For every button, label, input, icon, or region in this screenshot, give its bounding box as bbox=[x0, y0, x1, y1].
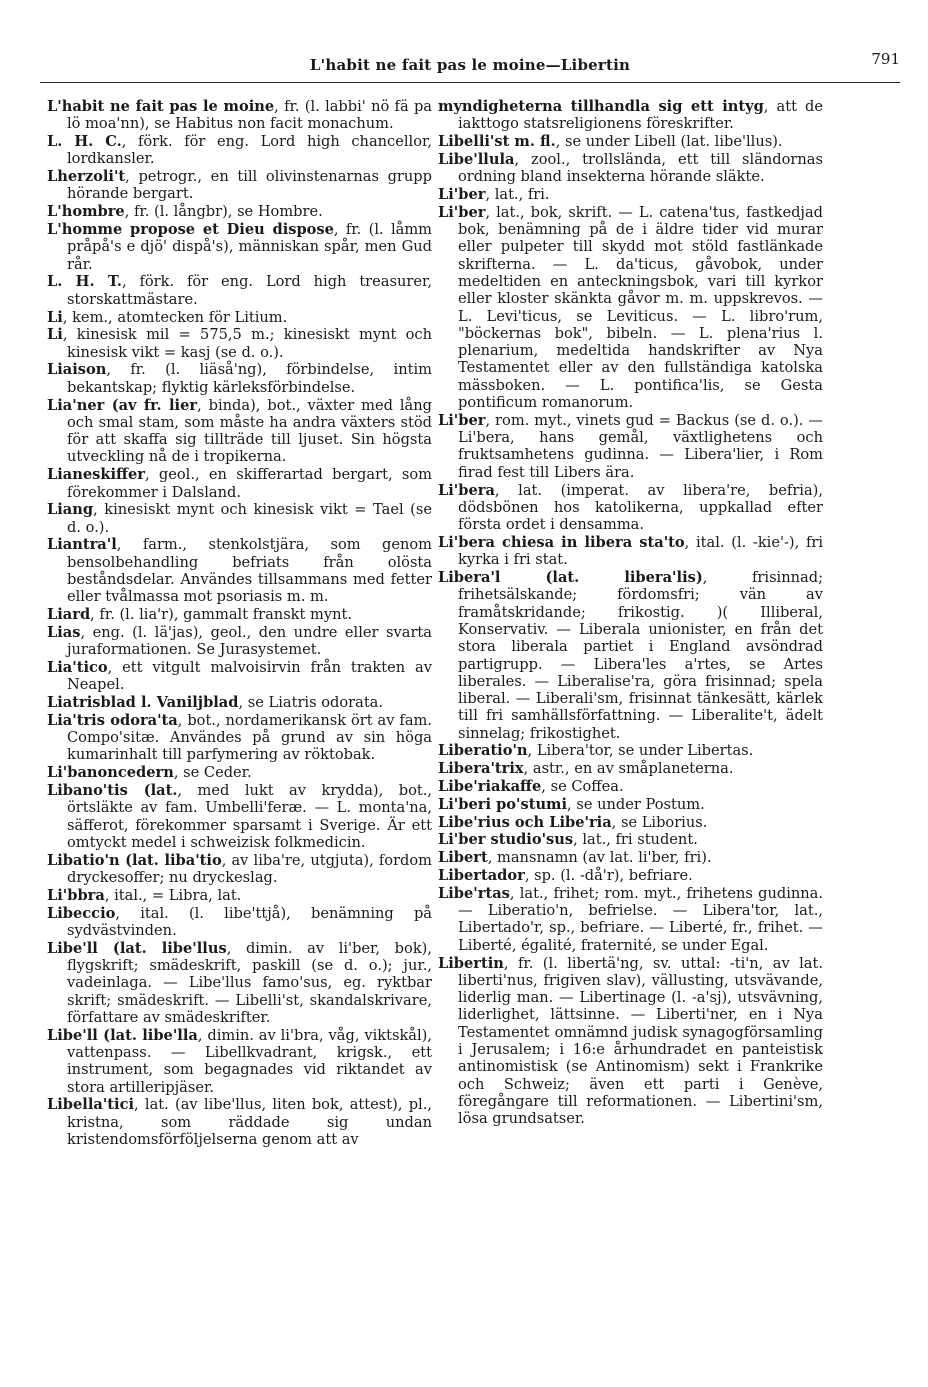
dictionary-entry: Li'bera, lat. (imperat. av libera're, befria), dödsbönen hos katolikerna, uppkallad efter första ordet i densamma. bbox=[438, 481, 823, 534]
dictionary-entry: Li'ber, rom. myt., vinets gud = Backus (se d. o.). — Li'bera, hans gemål, växtlighetens och fruktsamhetens gudinna. — Libera'lier, i Rom firad fest till Libers ära. bbox=[438, 411, 823, 481]
page-number: 791 bbox=[871, 50, 900, 68]
header-rule bbox=[40, 82, 900, 83]
dictionary-entry: Lia'tico, ett vitgult malvoisirvin från trakten av Neapel. bbox=[47, 659, 432, 694]
dictionary-entry: Liberatio'n, Libera'tor, se under Libertas. bbox=[438, 742, 754, 760]
dictionary-entry: Lherzoli't, petrogr., en till olivinstenarnas grupp hörande bergart. bbox=[47, 168, 432, 203]
dictionary-entry: Liang, kinesiskt mynt och kinesisk vikt = Tael (se d. o.). bbox=[47, 501, 432, 536]
dictionary-entry: myndigheterna tillhandla sig ett intyg, att de iakttogo statsreligionens föreskrifter. bbox=[438, 98, 823, 133]
dictionary-entry: Liatrisblad l. Vaniljblad, se Liatris odorata. bbox=[47, 694, 384, 712]
dictionary-entry: Liard, fr. (l. lia'r), gammalt franskt mynt. bbox=[47, 606, 353, 624]
right-column bbox=[438, 98, 823, 1128]
dictionary-entry: Libe'rius och Libe'ria, se Liborius. bbox=[438, 813, 708, 831]
dictionary-entry: Libelli'st m. fl., se under Libell (lat. libe'llus). bbox=[438, 133, 783, 151]
dictionary-entry: Libano'tis (lat., med lukt av krydda), bot., örtsläkte av fam. Umbelli'feræ. — L. monta'na, säfferot, förekommer sparsamt i Sverige. Är ett omtyckt medel i schweizisk folkmedicin. bbox=[47, 782, 432, 851]
dictionary-entry: Li'bbra, ital., = Libra, lat. bbox=[47, 886, 242, 904]
left-column bbox=[47, 98, 432, 1149]
dictionary-entry: Li, kinesisk mil = 575,5 m.; kinesiskt mynt och kinesisk vikt = kasj (se d. o.). bbox=[47, 326, 432, 361]
dictionary-entry: Libertador, sp. (l. -då'r), befriare. bbox=[438, 867, 693, 885]
dictionary-entry: Li'ber, lat., fri. bbox=[438, 185, 550, 203]
dictionary-entry: Libatio'n (lat. liba'tio, av liba're, utgjuta), fordom dryckesoffer; nu dryckeslag. bbox=[47, 851, 433, 887]
dictionary-entry: Liantra'l, farm., stenkolstjära, som genom bensolbehandling befriats från olösta beståndsdelar. Användes tillsammans med fetter eller tvålmassa mot psoriasis m. m. bbox=[47, 536, 432, 606]
dictionary-entry: Li'bera chiesa in libera sta'to, ital. (l. -kie'-), fri kyrka i fri stat. bbox=[438, 533, 823, 569]
dictionary-entry: Lia'ner (av fr. lier, binda), bot., växter med lång och smal stam, som måste ha andra växters stöd för att skaffa sig tillträde till ljuset. Sin högsta utveckling nå de i tropikerna. bbox=[47, 396, 433, 466]
dictionary-entry: Libe'll (lat. libe'llus, dimin. av li'ber, bok), flygskrift; smädeskrift, paskill (se d. o.); jur., vadeinlaga. — Libe'llus famo'sus, eg. ryktbar skrift; smädeskrift. — Libelli'st, skandalskrivare, författare av smädeskrifter. bbox=[47, 939, 432, 1026]
dictionary-entry: L. H. C., förk. för eng. Lord high chancellor, lordkansler. bbox=[47, 133, 432, 168]
dictionary-entry: Libertin, fr. (l. libertä'ng, sv. uttal: -ti'n, av lat. liberti'nus, frigiven slav), vällusting, utsvävande, liderlig man. — Libertinage (l. -a'sj), utsvävning, liderlighet, lättsinne. — Liberti'ner, en i Nya Testamentet omnämnd judisk synagogförsamling i Jerusalem; i 16:e århundradet en panteistisk antinomistisk (se Antinomism) sekt i Frankrike och Schweiz; även ett parti i Genève, föregångare till reformationen. — Libertini'sm, lösa grundsatser. bbox=[438, 954, 823, 1128]
running-title: L'habit ne fait pas le moine—Libertin bbox=[309, 56, 631, 74]
dictionary-entry: Liaison, fr. (l. liäså'ng), förbindelse, intim bekantskap; flyktig kärleksförbindelse. bbox=[47, 361, 432, 396]
dictionary-entry: Libella'tici, lat. (av libe'llus, liten bok, attest), pl., kristna, som räddade sig undan kristendomsförföljelserna genom att av bbox=[47, 1096, 432, 1149]
page-header bbox=[40, 50, 900, 80]
dictionary-entry: Libert, mansnamn (av lat. li'ber, fri). bbox=[438, 849, 712, 867]
dictionary-entry: Li, kem., atomtecken för Litium. bbox=[47, 308, 288, 326]
dictionary-entry: Libe'rtas, lat., frihet; rom. myt., frihetens gudinna. — Liberatio'n, befrielse. — Libera'tor, lat., Libertado'r, sp., befriare. — Liberté, fr., frihet. — Liberté, égalité, fraternité, se under Egal. bbox=[438, 884, 823, 954]
dictionary-entry: L'homme propose et Dieu dispose, fr. (l. låmm pråpå's e djö' dispå's), människan spår, men Gud rår. bbox=[47, 221, 433, 273]
dictionary-entry: Lianeskiffer, geol., en skifferartad bergart, som förekommer i Dalsland. bbox=[47, 466, 432, 501]
dictionary-entry: Li'banoncedern, se Ceder. bbox=[47, 764, 252, 782]
dictionary-entry: Li'beri po'stumi, se under Postum. bbox=[438, 795, 705, 813]
dictionary-entry: Li'ber, lat., bok, skrift. — L. catena'tus, fastkedjad bok, benämning på de i äldre tider vid murar eller pulpeter till skydd mot stöld fastlänkade skrifterna. — L. da'ticus, gåvobok, under medeltiden en anteckningsbok, vari till kyrkor eller kloster skänkta gåvor m. m. uppskrevos. — L. Levi'ticus, se Leviticus. — L. libro'rum, "böckernas bok", bibeln. — L. plena'rius l. plenarium, medeltida handskrifter av Nya Testamentet eller av den fullständiga katolska mässboken. — L. pontifica'lis, se Gesta pontificum romanorum. bbox=[438, 203, 823, 412]
dictionary-entry: L. H. T., förk. för eng. Lord high treasurer, storskattmästare. bbox=[47, 273, 433, 308]
dictionary-entry: Libera'trix, astr., en av småplaneterna. bbox=[438, 760, 734, 778]
dictionary-entry: Libeccio, ital. (l. libe'ttjå), benämning på sydvästvinden. bbox=[47, 904, 432, 939]
dictionary-entry: L'hombre, fr. (l. långbr), se Hombre. bbox=[47, 203, 323, 221]
dictionary-entry: L'habit ne fait pas le moine, fr. (l. labbi' nö fä pa lö moa'nn), se Habitus non facit monachum. bbox=[47, 98, 432, 133]
dictionary-entry: Libe'll (lat. libe'lla, dimin. av li'bra, våg, viktskål), vattenpass. — Libellkvadrant, krigsk., ett instrument, som begagnades vid riktandet av stora artilleripjäser. bbox=[47, 1026, 432, 1096]
dictionary-entry: Libe'riakaffe, se Coffea. bbox=[438, 778, 624, 796]
dictionary-entry: Libe'llula, zool., trollslända, ett till sländornas ordning bland insekterna hörande släkte. bbox=[438, 150, 823, 186]
dictionary-entry: Li'ber studio'sus, lat., fri student. bbox=[438, 831, 698, 849]
dictionary-entry: Libera'l (lat. libera'lis), frisinnad; frihetsälskande; fördomsfri; vän av framåtskridande; frikostig. )( Illiberal, Konservativ. — Liberala unionister, en från det stora liberala partiet i England avsöndrad partigrupp. — Libera'les a'rtes, se Artes liberales. — Liberalise'ra, göra frisinnad; spela liberal. — Liberali'sm, frisinnat tänkesätt, kärlek till fri samhällsförfattning. — Liberalite't, ädelt sinnelag; frikostighet. bbox=[438, 569, 823, 742]
dictionary-entry: Lias, eng. (l. lä'jas), geol., den undre eller svarta juraformationen. Se Jurasystemet. bbox=[47, 623, 432, 659]
dictionary-entry: Lia'tris odora'ta, bot., nordamerikansk ört av fam. Compo'sitæ. Användes på grund av sin höga kumarinhalt till parfymering av röktobak. bbox=[47, 711, 432, 764]
